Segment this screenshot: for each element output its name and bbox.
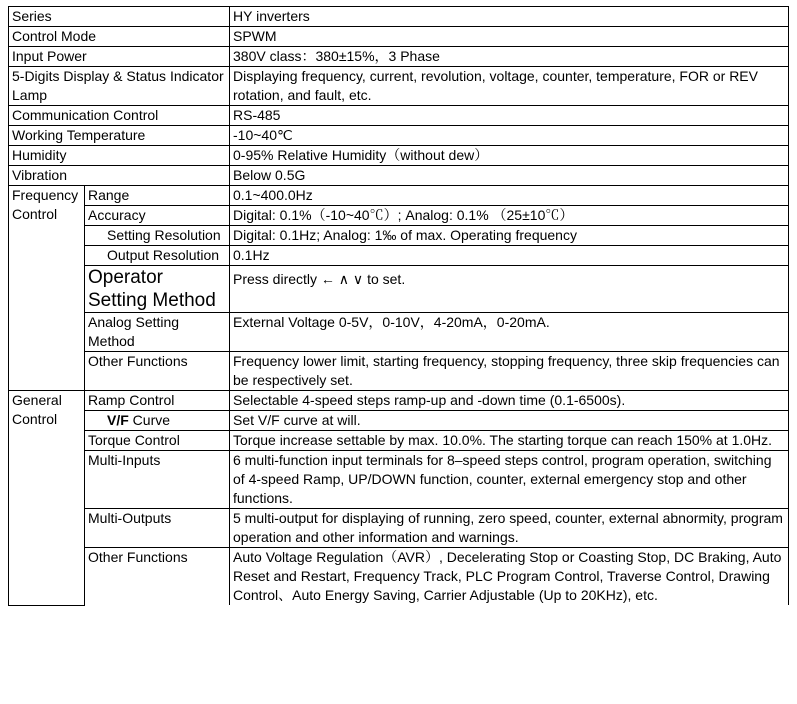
sub-value: 0.1~400.0Hz [230, 186, 789, 206]
vf-bold-label: V/F [107, 412, 129, 428]
sub-label [85, 411, 230, 431]
sub-label: Torque Control [85, 431, 230, 451]
row-label: Humidity [9, 146, 230, 166]
sub-label: Range [85, 186, 230, 206]
row-label: Vibration [9, 166, 230, 186]
table-row [9, 509, 789, 548]
row-label: Input Power [9, 47, 230, 67]
row-value: 380V class：380±15%，3 Phase [230, 47, 789, 67]
spec-table [8, 6, 789, 606]
row-label: Series [9, 7, 230, 27]
table-row [9, 47, 789, 67]
sub-value: Digital: 0.1%（-10~40℃）; Analog: 0.1% （25±10℃） [230, 206, 789, 226]
table-row [9, 451, 789, 509]
row-value: HY inverters [230, 7, 789, 27]
group-label-general-control: General Control [9, 391, 85, 606]
table-row [9, 126, 789, 146]
sub-label: Other Functions [85, 548, 230, 606]
sub-label: Ramp Control [85, 391, 230, 411]
vf-label-rest: Curve [128, 412, 171, 428]
sub-label: Multi-Inputs [85, 451, 230, 509]
sub-value: Torque increase settable by max. 10.0%. The starting torque can reach 150% at 1.0Hz. [230, 431, 789, 451]
row-label: Working Temperature [9, 126, 230, 146]
row-value: Below 0.5G [230, 166, 789, 186]
table-row [9, 548, 789, 606]
group-label-frequency-control: Frequency Control [9, 186, 85, 391]
table-row [9, 411, 789, 431]
row-value: SPWM [230, 27, 789, 47]
table-row [9, 27, 789, 47]
table-row [9, 186, 789, 206]
table-row [9, 246, 789, 266]
table-row [9, 391, 789, 411]
table-row [9, 166, 789, 186]
sub-value: Frequency lower limit, starting frequency, stopping frequency, three skip frequencies can be respectively set. [230, 352, 789, 391]
row-label: Communication Control [9, 106, 230, 126]
table-row [9, 313, 789, 352]
row-label: Control Mode [9, 27, 230, 47]
sub-value: Press directly ← ∧ ∨ to set. [230, 266, 789, 313]
sub-value: Selectable 4-speed steps ramp-up and -down time (0.1-6500s). [230, 391, 789, 411]
row-value: RS-485 [230, 106, 789, 126]
sub-label: Output Resolution [85, 246, 230, 266]
sub-value: 0.1Hz [230, 246, 789, 266]
table-row [9, 146, 789, 166]
table-row [9, 431, 789, 451]
row-value: Displaying frequency, current, revolution, voltage, counter, temperature, FOR or REV rotation, and fault, etc. [230, 67, 789, 106]
row-value: -10~40℃ [230, 126, 789, 146]
sub-value: 5 multi-output for displaying of running, zero speed, counter, external abnormity, program operation and other information and warnings. [230, 509, 789, 548]
table-row [9, 266, 789, 313]
sub-label: Operator Setting Method [85, 266, 230, 313]
table-row [9, 106, 789, 126]
table-row [9, 226, 789, 246]
sub-value: External Voltage 0-5V，0-10V，4-20mA，0-20mA. [230, 313, 789, 352]
sub-value: Auto Voltage Regulation（AVR）, Decelerating Stop or Coasting Stop, DC Braking, Auto Reset and Restart, Frequency Track, PLC Program Control, Traverse Control, Drawing Control、Auto Energy Saving, Carrier Adjustable (Up to 20KHz), etc. [230, 548, 789, 606]
table-row [9, 352, 789, 391]
row-label: 5-Digits Display & Status Indicator Lamp [9, 67, 230, 106]
sub-label: Other Functions [85, 352, 230, 391]
sub-value: Digital: 0.1Hz; Analog: 1‰ of max. Operating frequency [230, 226, 789, 246]
sub-label: Accuracy [85, 206, 230, 226]
table-row [9, 206, 789, 226]
sub-label: Setting Resolution [85, 226, 230, 246]
table-row [9, 7, 789, 27]
sub-value: 6 multi-function input terminals for 8–speed steps control, program operation, switching of 4-speed Ramp, UP/DOWN function, counter, external emergency stop and other functions. [230, 451, 789, 509]
sub-label: Analog Setting Method [85, 313, 230, 352]
sub-value: Set V/F curve at will. [230, 411, 789, 431]
row-value: 0-95% Relative Humidity（without dew） [230, 146, 789, 166]
sub-label: Multi-Outputs [85, 509, 230, 548]
table-row [9, 67, 789, 106]
